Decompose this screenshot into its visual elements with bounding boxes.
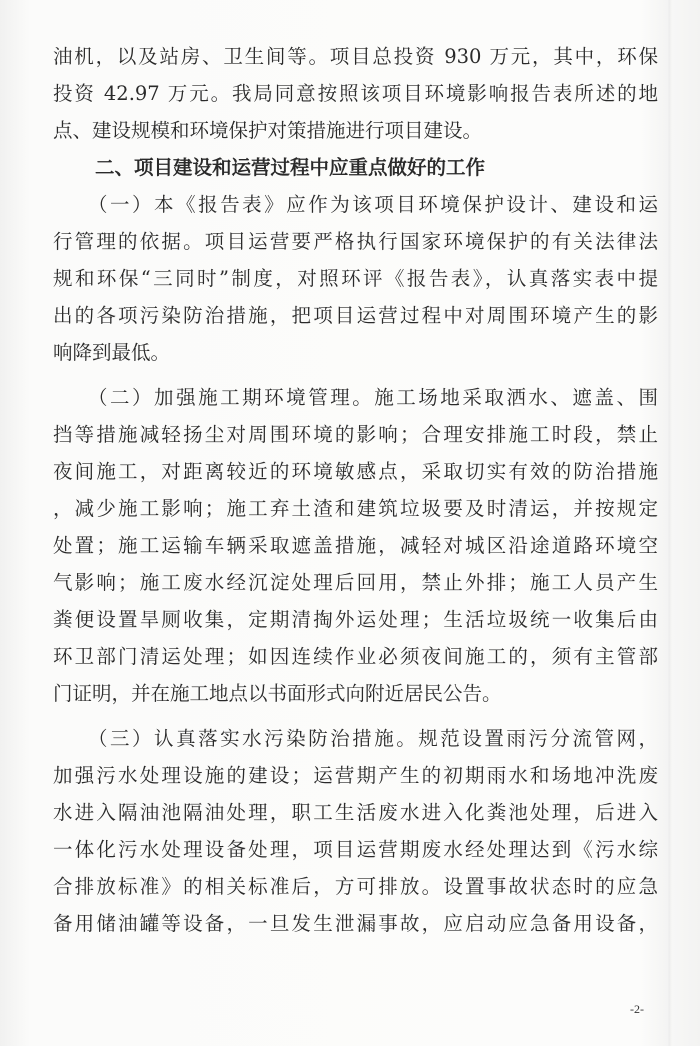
text-line: 门证明，并在施工地点以书面形式向附近居民公告。 xyxy=(53,682,502,705)
section-heading: 二、项目建设和运营过程中应重点做好的工作 xyxy=(95,156,486,179)
text-line: 气影响；施工废水经沉淀处理后回用，禁止外排；施工人员产生 xyxy=(53,571,658,594)
text-line: 点、建设规模和环境保护对策措施进行项目建设。 xyxy=(53,119,483,142)
text-line: ，减少施工影响；施工弃土渣和建筑垃圾要及时清运，并按规定 xyxy=(53,497,658,520)
page-number: -2- xyxy=(630,1002,644,1016)
text-line: 夜间施工，对距离较近的环境敏感点，采取切实有效的防治措施 xyxy=(53,460,658,483)
text-line: 水进入隔油池隔油处理，职工生活废水进入化粪池处理，后进入 xyxy=(53,801,658,824)
text-line: 合排放标准》的相关标准后，方可排放。设置事故状态时的应急 xyxy=(53,875,658,898)
text-line: 挡等措施减轻扬尘对周围环境的影响；合理安排施工时段，禁止 xyxy=(53,423,658,446)
text-line: 规和环保“三同时”制度，对照环评《报告表》，认真落实表中提 xyxy=(53,267,658,290)
text-line: 备用储油罐等设备，一旦发生泄漏事故，应启动应急备用设备， xyxy=(53,912,658,935)
text-line: 粪便设置旱厕收集，定期清掏外运处理；生活垃圾统一收集后由 xyxy=(53,608,658,631)
paragraph-start: （一）本《报告表》应作为该项目环境保护设计、建设和运 xyxy=(88,193,658,216)
text-line: 一体化污水处理设备处理，项目运营期废水经处理达到《污水综 xyxy=(53,838,658,861)
text-line: 行管理的依据。项目运营要严格执行国家环境保护的有关法律法 xyxy=(53,230,658,253)
text-line: 出的各项污染防治措施，把项目运营过程中对周围环境产生的影 xyxy=(53,304,658,327)
text-line: 响降到最低。 xyxy=(53,341,171,364)
paragraph-start: （二）加强施工期环境管理。施工场地采取洒水、遮盖、围 xyxy=(88,386,658,409)
text-line: 环卫部门清运处理；如因连续作业必须夜间施工的，须有主管部 xyxy=(53,645,658,668)
text-line: 处置；施工运输车辆采取遮盖措施，减轻对城区沿途道路环境空 xyxy=(53,534,658,557)
paragraph-start: （三）认真落实水污染防治措施。规范设置雨污分流管网， xyxy=(88,727,658,750)
text-line: 投资 42.97 万元。我局同意按照该项目环境影响报告表所述的地 xyxy=(53,82,658,105)
text-line: 油机，以及站房、卫生间等。项目总投资 930 万元，其中，环保 xyxy=(53,45,658,68)
text-line: 加强污水处理设施的建设；运营期产生的初期雨水和场地冲洗废 xyxy=(53,764,658,787)
